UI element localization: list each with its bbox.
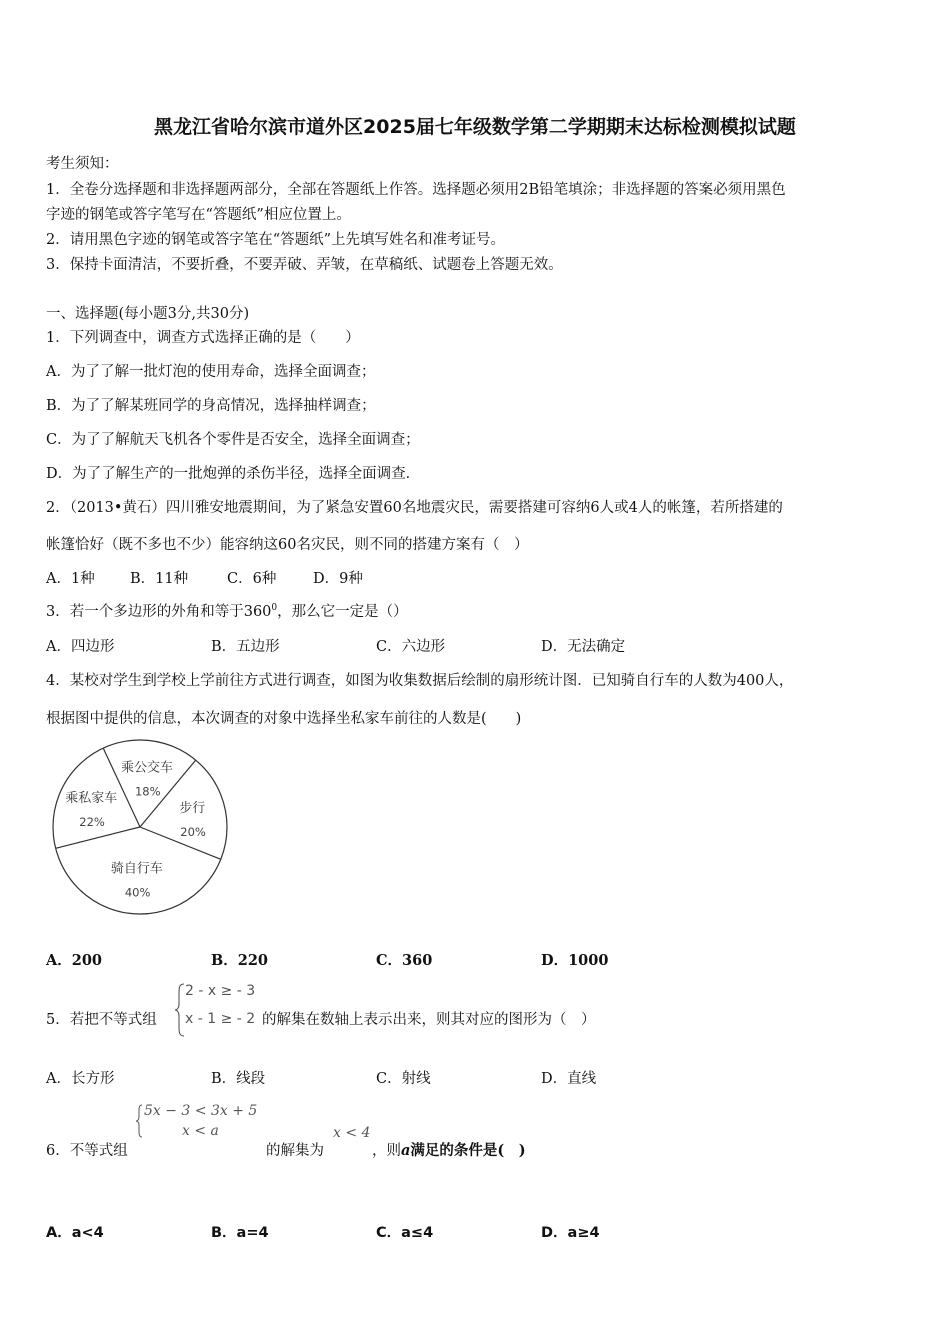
q6-option-d[interactable]: D．a≥4 bbox=[541, 1225, 600, 1241]
q5-inequality-1: 2 - x ≥ - 3 bbox=[185, 983, 256, 999]
notice-heading: 考生须知： bbox=[46, 156, 119, 172]
q6-brace-icon bbox=[134, 1104, 144, 1138]
q4-stem-line2: 根据图中提供的信息，本次调查的对象中选择坐私家车前往的人数是( ) bbox=[46, 711, 522, 727]
q6-stem-mid: 的解集为 bbox=[266, 1143, 324, 1159]
q3-degree-sup: 0 bbox=[271, 603, 278, 614]
notice-line-1a: 1．全卷分选择题和非选择题两部分，全部在答题纸上作答。选择题必须用2B铅笔填涂；非选择题的答案必须用黑色 bbox=[46, 182, 786, 198]
q3-option-c[interactable]: C．六边形 bbox=[376, 639, 446, 655]
q4-option-d[interactable]: D．1000 bbox=[541, 952, 609, 969]
q2-option-c[interactable]: C．6种 bbox=[227, 571, 277, 587]
q5-option-b[interactable]: B．线段 bbox=[211, 1071, 266, 1087]
q3-stem-pre: 3．若一个多边形的外角和等于360 bbox=[46, 604, 272, 620]
q3-option-b[interactable]: B．五边形 bbox=[211, 639, 280, 655]
notice-line-2: 2．请用黑色字迹的钢笔或答字笔在“答题纸”上先填写姓名和准考证号。 bbox=[46, 232, 506, 248]
q2-option-a[interactable]: A．1种 bbox=[46, 571, 95, 587]
q2-option-d[interactable]: D．9种 bbox=[313, 571, 363, 587]
q4-option-a[interactable]: A．200 bbox=[46, 952, 103, 969]
page-title: 黑龙江省哈尔滨市道外区2025届七年级数学第二学期期末达标检测模拟试题 bbox=[154, 116, 796, 138]
q3-option-a[interactable]: A．四边形 bbox=[46, 639, 115, 655]
pie-chart bbox=[50, 736, 230, 918]
pie-slice-3-label: 骑自行车 bbox=[110, 861, 163, 877]
q5-option-c[interactable]: C．射线 bbox=[376, 1071, 431, 1087]
notice-line-1b: 字迹的钢笔或答字笔写在“答题纸”相应位置上。 bbox=[46, 207, 351, 223]
q1-stem: 1．下列调查中，调查方式选择正确的是（ ） bbox=[46, 330, 360, 346]
q3-stem-post: ，那么它一定是（） bbox=[277, 604, 408, 620]
q6-stem-post bbox=[372, 1139, 526, 1160]
q6-inequality-2: x < a bbox=[182, 1123, 219, 1139]
pie-slice-1-label: 乘公交车 bbox=[120, 760, 173, 776]
q1-option-b[interactable]: B．为了了解某班同学的身高情况，选择抽样调查； bbox=[46, 398, 376, 414]
q4-option-c[interactable]: C．360 bbox=[376, 952, 433, 969]
q5-inequality-2: x - 1 ≥ - 2 bbox=[185, 1011, 256, 1027]
notice-line-3: 3．保持卡面清洁，不要折叠，不要弄破、弄皱，在草稿纸、试题卷上答题无效。 bbox=[46, 257, 563, 273]
q1-option-d[interactable]: D．为了了解生产的一批炮弹的杀伤半径，选择全面调查． bbox=[46, 466, 421, 482]
q6-option-b[interactable]: B．a=4 bbox=[211, 1225, 269, 1241]
q6-variable-a: a bbox=[401, 1142, 411, 1159]
q2-option-b[interactable]: B．11种 bbox=[130, 571, 189, 587]
q6-option-c[interactable]: C．a≤4 bbox=[376, 1225, 434, 1241]
q4-stem-line1: 4．某校对学生到学校上学前往方式进行调查，如图为收集数据后绘制的扇形统计图．已知骑自行车的人数为400人， bbox=[46, 673, 794, 689]
q1-option-c[interactable]: C．为了了解航天飞机各个零件是否安全，选择全面调查； bbox=[46, 432, 420, 448]
q3-stem bbox=[46, 600, 408, 621]
q1-option-a[interactable]: A．为了了解一批灯泡的使用寿命，选择全面调查； bbox=[46, 364, 376, 380]
q5-option-a[interactable]: A．长方形 bbox=[46, 1071, 115, 1087]
pie-slice-2-label: 步行 bbox=[179, 800, 206, 816]
q6-num: 6．不等式组 bbox=[46, 1143, 128, 1159]
q3-option-d[interactable]: D．无法确定 bbox=[541, 639, 626, 655]
pie-slice-2-percent: 20% bbox=[180, 824, 206, 839]
q6-inequality-1: 5x − 3 < 3x + 5 bbox=[144, 1103, 258, 1119]
pie-slice-3-percent: 40% bbox=[124, 885, 151, 900]
pie-slice-1-percent: 18% bbox=[134, 784, 161, 799]
pie-slice-4-label: 乘私家车 bbox=[65, 790, 118, 806]
q6-solution: x < 4 bbox=[333, 1125, 371, 1141]
q2-stem-line2: 帐篷恰好（既不多也不少）能容纳这60名灾民，则不同的搭建方案有（ ） bbox=[46, 537, 529, 553]
q6-post-post: 满足的条件是( ) bbox=[410, 1142, 526, 1159]
q4-option-b[interactable]: B．220 bbox=[211, 952, 269, 969]
q5-stem-post: 的解集在数轴上表示出来，则其对应的图形为（ ） bbox=[262, 1012, 596, 1028]
q5-option-d[interactable]: D．直线 bbox=[541, 1071, 597, 1087]
q6-post-pre: ，则 bbox=[372, 1143, 401, 1159]
section-heading: 一、选择题(每小题3分,共30分) bbox=[46, 306, 250, 322]
pie-slice-4-percent: 22% bbox=[79, 814, 105, 829]
q5-num: 5．若把不等式组 bbox=[46, 1012, 157, 1028]
q2-stem-line1: 2．（2013•黄石）四川雅安地震期间，为了紧急安置60名地震灾民，需要搭建可容纳6人或4人的帐篷，若所搭建的 bbox=[46, 500, 783, 516]
q6-option-a[interactable]: A．a<4 bbox=[46, 1225, 104, 1241]
